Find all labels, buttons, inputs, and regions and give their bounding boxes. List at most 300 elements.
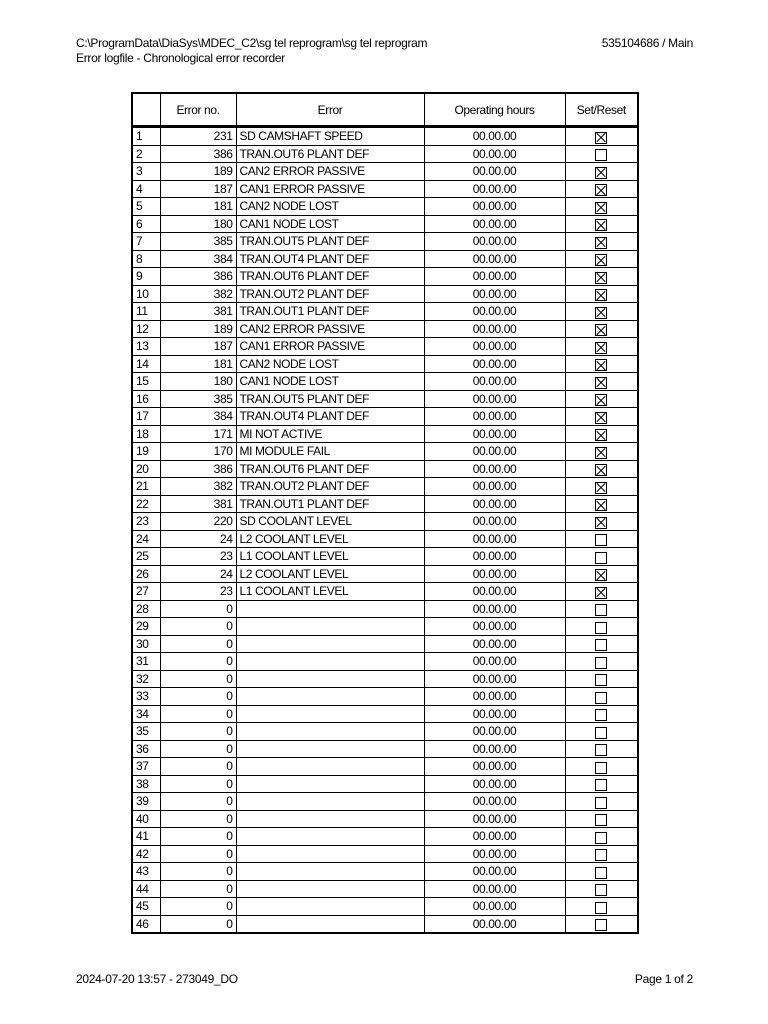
checked-box-icon xyxy=(595,517,607,529)
set-reset-cell xyxy=(565,180,638,198)
table-row xyxy=(132,740,638,758)
operating-hours: 00.00.00 xyxy=(424,775,565,793)
set-reset-cell xyxy=(565,915,638,933)
set-reset-cell xyxy=(565,495,638,513)
table-row xyxy=(132,355,638,373)
row-number: 7 xyxy=(132,233,160,251)
error-code: 0 xyxy=(160,600,236,618)
operating-hours: 00.00.00 xyxy=(424,845,565,863)
error-code: 189 xyxy=(160,163,236,181)
table-row xyxy=(132,898,638,916)
set-reset-cell xyxy=(565,163,638,181)
set-reset-cell xyxy=(565,705,638,723)
row-number: 25 xyxy=(132,548,160,566)
table-row xyxy=(132,915,638,933)
error-description xyxy=(236,635,424,653)
table-row xyxy=(132,548,638,566)
set-reset-cell xyxy=(565,233,638,251)
error-description xyxy=(236,653,424,671)
error-code: 386 xyxy=(160,145,236,163)
set-reset-cell xyxy=(565,688,638,706)
set-reset-cell xyxy=(565,215,638,233)
error-code: 24 xyxy=(160,565,236,583)
error-code: 181 xyxy=(160,198,236,216)
error-description: TRAN.OUT6 PLANT DEF xyxy=(236,145,424,163)
operating-hours: 00.00.00 xyxy=(424,548,565,566)
set-reset-cell xyxy=(565,198,638,216)
table-row xyxy=(132,565,638,583)
operating-hours: 00.00.00 xyxy=(424,653,565,671)
error-code: 0 xyxy=(160,688,236,706)
empty-box-icon xyxy=(595,797,607,809)
row-number: 20 xyxy=(132,460,160,478)
set-reset-cell xyxy=(565,127,638,146)
set-reset-cell xyxy=(565,338,638,356)
row-number: 17 xyxy=(132,408,160,426)
empty-box-icon xyxy=(595,744,607,756)
operating-hours: 00.00.00 xyxy=(424,758,565,776)
error-code: 23 xyxy=(160,548,236,566)
checked-box-icon xyxy=(595,587,607,599)
operating-hours: 00.00.00 xyxy=(424,145,565,163)
error-description: L1 COOLANT LEVEL xyxy=(236,583,424,601)
error-code: 0 xyxy=(160,758,236,776)
checked-box-icon xyxy=(595,377,607,389)
checked-box-icon xyxy=(595,202,607,214)
table-row xyxy=(132,180,638,198)
row-number: 34 xyxy=(132,705,160,723)
table-row xyxy=(132,530,638,548)
error-code: 382 xyxy=(160,285,236,303)
row-number: 19 xyxy=(132,443,160,461)
error-code: 385 xyxy=(160,390,236,408)
operating-hours: 00.00.00 xyxy=(424,723,565,741)
set-reset-cell xyxy=(565,250,638,268)
table-row xyxy=(132,863,638,881)
error-description: MI NOT ACTIVE xyxy=(236,425,424,443)
table-row xyxy=(132,758,638,776)
operating-hours: 00.00.00 xyxy=(424,495,565,513)
row-number: 3 xyxy=(132,163,160,181)
checked-box-icon xyxy=(595,342,607,354)
empty-box-icon xyxy=(595,692,607,704)
checked-box-icon xyxy=(595,184,607,196)
operating-hours: 00.00.00 xyxy=(424,915,565,933)
empty-box-icon xyxy=(595,552,607,564)
error-description: CAN1 ERROR PASSIVE xyxy=(236,338,424,356)
table-row xyxy=(132,390,638,408)
error-code: 187 xyxy=(160,338,236,356)
error-description xyxy=(236,898,424,916)
row-number: 21 xyxy=(132,478,160,496)
empty-box-icon xyxy=(595,622,607,634)
set-reset-cell xyxy=(565,425,638,443)
row-number: 43 xyxy=(132,863,160,881)
set-reset-cell xyxy=(565,565,638,583)
row-number: 1 xyxy=(132,127,160,146)
error-code: 189 xyxy=(160,320,236,338)
empty-box-icon xyxy=(595,727,607,739)
error-description: L1 COOLANT LEVEL xyxy=(236,548,424,566)
set-reset-cell xyxy=(565,513,638,531)
operating-hours: 00.00.00 xyxy=(424,320,565,338)
checked-box-icon xyxy=(595,569,607,581)
error-description xyxy=(236,793,424,811)
error-description: TRAN.OUT5 PLANT DEF xyxy=(236,390,424,408)
operating-hours: 00.00.00 xyxy=(424,583,565,601)
error-description: CAN1 NODE LOST xyxy=(236,215,424,233)
error-code: 0 xyxy=(160,915,236,933)
operating-hours: 00.00.00 xyxy=(424,618,565,636)
operating-hours: 00.00.00 xyxy=(424,460,565,478)
empty-box-icon xyxy=(595,867,607,879)
row-number: 44 xyxy=(132,880,160,898)
error-description xyxy=(236,863,424,881)
operating-hours: 00.00.00 xyxy=(424,355,565,373)
error-code: 231 xyxy=(160,127,236,146)
table-row xyxy=(132,338,638,356)
error-description: TRAN.OUT4 PLANT DEF xyxy=(236,250,424,268)
error-description: SD COOLANT LEVEL xyxy=(236,513,424,531)
error-code: 0 xyxy=(160,705,236,723)
row-number: 46 xyxy=(132,915,160,933)
error-description: TRAN.OUT6 PLANT DEF xyxy=(236,460,424,478)
row-number: 14 xyxy=(132,355,160,373)
row-number: 24 xyxy=(132,530,160,548)
table-row xyxy=(132,163,638,181)
row-number: 18 xyxy=(132,425,160,443)
operating-hours: 00.00.00 xyxy=(424,390,565,408)
set-reset-cell xyxy=(565,670,638,688)
set-reset-cell xyxy=(565,373,638,391)
set-reset-cell xyxy=(565,740,638,758)
error-code: 386 xyxy=(160,268,236,286)
row-number: 31 xyxy=(132,653,160,671)
error-description xyxy=(236,845,424,863)
column-header-operating-hours: Operating hours xyxy=(424,93,565,127)
row-number: 15 xyxy=(132,373,160,391)
row-number: 16 xyxy=(132,390,160,408)
table-row xyxy=(132,828,638,846)
operating-hours: 00.00.00 xyxy=(424,268,565,286)
empty-box-icon xyxy=(595,709,607,721)
error-description: SD CAMSHAFT SPEED xyxy=(236,127,424,146)
empty-box-icon xyxy=(595,674,607,686)
operating-hours: 00.00.00 xyxy=(424,127,565,146)
table-row xyxy=(132,215,638,233)
set-reset-cell xyxy=(565,618,638,636)
error-description: CAN2 ERROR PASSIVE xyxy=(236,163,424,181)
set-reset-cell xyxy=(565,583,638,601)
error-description: TRAN.OUT1 PLANT DEF xyxy=(236,495,424,513)
operating-hours: 00.00.00 xyxy=(424,898,565,916)
row-number: 45 xyxy=(132,898,160,916)
file-path: C:\ProgramData\DiaSys\MDEC_C2\sg tel reprogram\sg tel reprogram xyxy=(76,36,428,50)
set-reset-cell xyxy=(565,758,638,776)
row-number: 8 xyxy=(132,250,160,268)
checked-box-icon xyxy=(595,394,607,406)
error-log-table xyxy=(131,92,639,934)
page-number: Page 1 of 2 xyxy=(634,972,693,986)
error-code: 384 xyxy=(160,408,236,426)
table-row xyxy=(132,320,638,338)
empty-box-icon xyxy=(595,762,607,774)
table-row xyxy=(132,775,638,793)
operating-hours: 00.00.00 xyxy=(424,478,565,496)
checked-box-icon xyxy=(595,447,607,459)
error-code: 0 xyxy=(160,653,236,671)
error-description: TRAN.OUT5 PLANT DEF xyxy=(236,233,424,251)
table-row xyxy=(132,495,638,513)
error-description xyxy=(236,915,424,933)
row-number: 12 xyxy=(132,320,160,338)
set-reset-cell xyxy=(565,548,638,566)
row-number: 11 xyxy=(132,303,160,321)
checked-box-icon xyxy=(595,429,607,441)
table-row xyxy=(132,127,638,146)
operating-hours: 00.00.00 xyxy=(424,338,565,356)
empty-box-icon xyxy=(595,919,607,931)
table-row xyxy=(132,268,638,286)
set-reset-cell xyxy=(565,898,638,916)
error-description xyxy=(236,775,424,793)
row-number: 40 xyxy=(132,810,160,828)
empty-box-icon xyxy=(595,849,607,861)
error-description: CAN1 NODE LOST xyxy=(236,373,424,391)
checked-box-icon xyxy=(595,272,607,284)
empty-box-icon xyxy=(595,832,607,844)
document-header xyxy=(76,36,427,66)
set-reset-cell xyxy=(565,635,638,653)
row-number: 26 xyxy=(132,565,160,583)
set-reset-cell xyxy=(565,303,638,321)
operating-hours: 00.00.00 xyxy=(424,425,565,443)
error-code: 386 xyxy=(160,460,236,478)
error-description: MI MODULE FAIL xyxy=(236,443,424,461)
empty-box-icon xyxy=(595,814,607,826)
row-number: 23 xyxy=(132,513,160,531)
row-number: 41 xyxy=(132,828,160,846)
row-number: 10 xyxy=(132,285,160,303)
set-reset-cell xyxy=(565,653,638,671)
footer-timestamp: 2024-07-20 13:57 - 273049_DO xyxy=(76,972,238,986)
table-row xyxy=(132,478,638,496)
error-code: 0 xyxy=(160,845,236,863)
empty-box-icon xyxy=(595,639,607,651)
error-description xyxy=(236,828,424,846)
set-reset-cell xyxy=(565,810,638,828)
table-row xyxy=(132,513,638,531)
operating-hours: 00.00.00 xyxy=(424,443,565,461)
column-header-error: Error xyxy=(236,93,424,127)
row-number: 22 xyxy=(132,495,160,513)
error-code: 0 xyxy=(160,670,236,688)
column-header-error-no: Error no. xyxy=(160,93,236,127)
row-number: 33 xyxy=(132,688,160,706)
operating-hours: 00.00.00 xyxy=(424,705,565,723)
error-code: 0 xyxy=(160,810,236,828)
table-row xyxy=(132,810,638,828)
set-reset-cell xyxy=(565,478,638,496)
checked-box-icon xyxy=(595,412,607,424)
operating-hours: 00.00.00 xyxy=(424,215,565,233)
row-number: 29 xyxy=(132,618,160,636)
error-code: 24 xyxy=(160,530,236,548)
row-number: 2 xyxy=(132,145,160,163)
error-code: 0 xyxy=(160,793,236,811)
table-row xyxy=(132,793,638,811)
error-description xyxy=(236,758,424,776)
empty-box-icon xyxy=(595,149,607,161)
table-row xyxy=(132,198,638,216)
row-number: 6 xyxy=(132,215,160,233)
table-row xyxy=(132,653,638,671)
error-code: 384 xyxy=(160,250,236,268)
empty-box-icon xyxy=(595,534,607,546)
checked-box-icon xyxy=(595,254,607,266)
set-reset-cell xyxy=(565,285,638,303)
operating-hours: 00.00.00 xyxy=(424,233,565,251)
operating-hours: 00.00.00 xyxy=(424,303,565,321)
operating-hours: 00.00.00 xyxy=(424,180,565,198)
error-code: 0 xyxy=(160,880,236,898)
operating-hours: 00.00.00 xyxy=(424,408,565,426)
checked-box-icon xyxy=(595,167,607,179)
operating-hours: 00.00.00 xyxy=(424,880,565,898)
table-row xyxy=(132,723,638,741)
document-id: 535104686 / Main xyxy=(601,36,693,50)
table-row xyxy=(132,425,638,443)
error-code: 181 xyxy=(160,355,236,373)
row-number: 30 xyxy=(132,635,160,653)
operating-hours: 00.00.00 xyxy=(424,198,565,216)
table-row xyxy=(132,600,638,618)
set-reset-cell xyxy=(565,775,638,793)
set-reset-cell xyxy=(565,355,638,373)
operating-hours: 00.00.00 xyxy=(424,373,565,391)
operating-hours: 00.00.00 xyxy=(424,285,565,303)
set-reset-cell xyxy=(565,845,638,863)
table-row xyxy=(132,303,638,321)
set-reset-cell xyxy=(565,828,638,846)
row-number: 36 xyxy=(132,740,160,758)
set-reset-cell xyxy=(565,390,638,408)
error-description: TRAN.OUT2 PLANT DEF xyxy=(236,285,424,303)
set-reset-cell xyxy=(565,723,638,741)
error-code: 0 xyxy=(160,828,236,846)
operating-hours: 00.00.00 xyxy=(424,565,565,583)
table-row xyxy=(132,233,638,251)
empty-box-icon xyxy=(595,604,607,616)
row-number: 28 xyxy=(132,600,160,618)
set-reset-cell xyxy=(565,460,638,478)
error-code: 381 xyxy=(160,303,236,321)
checked-box-icon xyxy=(595,307,607,319)
table-body xyxy=(132,127,638,934)
document-subtitle: Error logfile - Chronological error recorder xyxy=(76,51,285,65)
error-description xyxy=(236,810,424,828)
row-number: 32 xyxy=(132,670,160,688)
table-row xyxy=(132,285,638,303)
error-description xyxy=(236,705,424,723)
table-row xyxy=(132,583,638,601)
empty-box-icon xyxy=(595,657,607,669)
table-row xyxy=(132,145,638,163)
operating-hours: 00.00.00 xyxy=(424,635,565,653)
operating-hours: 00.00.00 xyxy=(424,530,565,548)
table-row xyxy=(132,373,638,391)
error-description: CAN2 ERROR PASSIVE xyxy=(236,320,424,338)
set-reset-cell xyxy=(565,443,638,461)
error-description: TRAN.OUT6 PLANT DEF xyxy=(236,268,424,286)
error-description: L2 COOLANT LEVEL xyxy=(236,565,424,583)
error-code: 0 xyxy=(160,723,236,741)
error-code: 171 xyxy=(160,425,236,443)
checked-box-icon xyxy=(595,237,607,249)
checked-box-icon xyxy=(595,482,607,494)
error-description: CAN1 ERROR PASSIVE xyxy=(236,180,424,198)
operating-hours: 00.00.00 xyxy=(424,250,565,268)
table-row xyxy=(132,705,638,723)
set-reset-cell xyxy=(565,793,638,811)
table-row xyxy=(132,618,638,636)
set-reset-cell xyxy=(565,880,638,898)
table-row xyxy=(132,250,638,268)
error-description: L2 COOLANT LEVEL xyxy=(236,530,424,548)
set-reset-cell xyxy=(565,268,638,286)
checked-box-icon xyxy=(595,219,607,231)
checked-box-icon xyxy=(595,464,607,476)
set-reset-cell xyxy=(565,145,638,163)
error-description xyxy=(236,618,424,636)
operating-hours: 00.00.00 xyxy=(424,740,565,758)
table-row xyxy=(132,460,638,478)
error-code: 0 xyxy=(160,635,236,653)
error-description: TRAN.OUT2 PLANT DEF xyxy=(236,478,424,496)
table-row xyxy=(132,635,638,653)
set-reset-cell xyxy=(565,408,638,426)
table-row xyxy=(132,443,638,461)
set-reset-cell xyxy=(565,530,638,548)
column-header-set-reset: Set/Reset xyxy=(565,93,638,127)
row-number: 13 xyxy=(132,338,160,356)
error-code: 0 xyxy=(160,618,236,636)
error-code: 170 xyxy=(160,443,236,461)
set-reset-cell xyxy=(565,863,638,881)
table-row xyxy=(132,408,638,426)
error-description xyxy=(236,600,424,618)
error-code: 180 xyxy=(160,373,236,391)
error-description xyxy=(236,723,424,741)
error-code: 0 xyxy=(160,863,236,881)
operating-hours: 00.00.00 xyxy=(424,828,565,846)
row-number: 5 xyxy=(132,198,160,216)
operating-hours: 00.00.00 xyxy=(424,163,565,181)
checked-box-icon xyxy=(595,324,607,336)
operating-hours: 00.00.00 xyxy=(424,670,565,688)
error-code: 0 xyxy=(160,740,236,758)
error-code: 0 xyxy=(160,775,236,793)
error-description: CAN2 NODE LOST xyxy=(236,355,424,373)
checked-box-icon xyxy=(595,499,607,511)
error-code: 381 xyxy=(160,495,236,513)
error-description xyxy=(236,740,424,758)
error-code: 0 xyxy=(160,898,236,916)
row-number: 9 xyxy=(132,268,160,286)
table-header-row xyxy=(132,93,638,127)
checked-box-icon xyxy=(595,132,607,144)
row-number: 42 xyxy=(132,845,160,863)
